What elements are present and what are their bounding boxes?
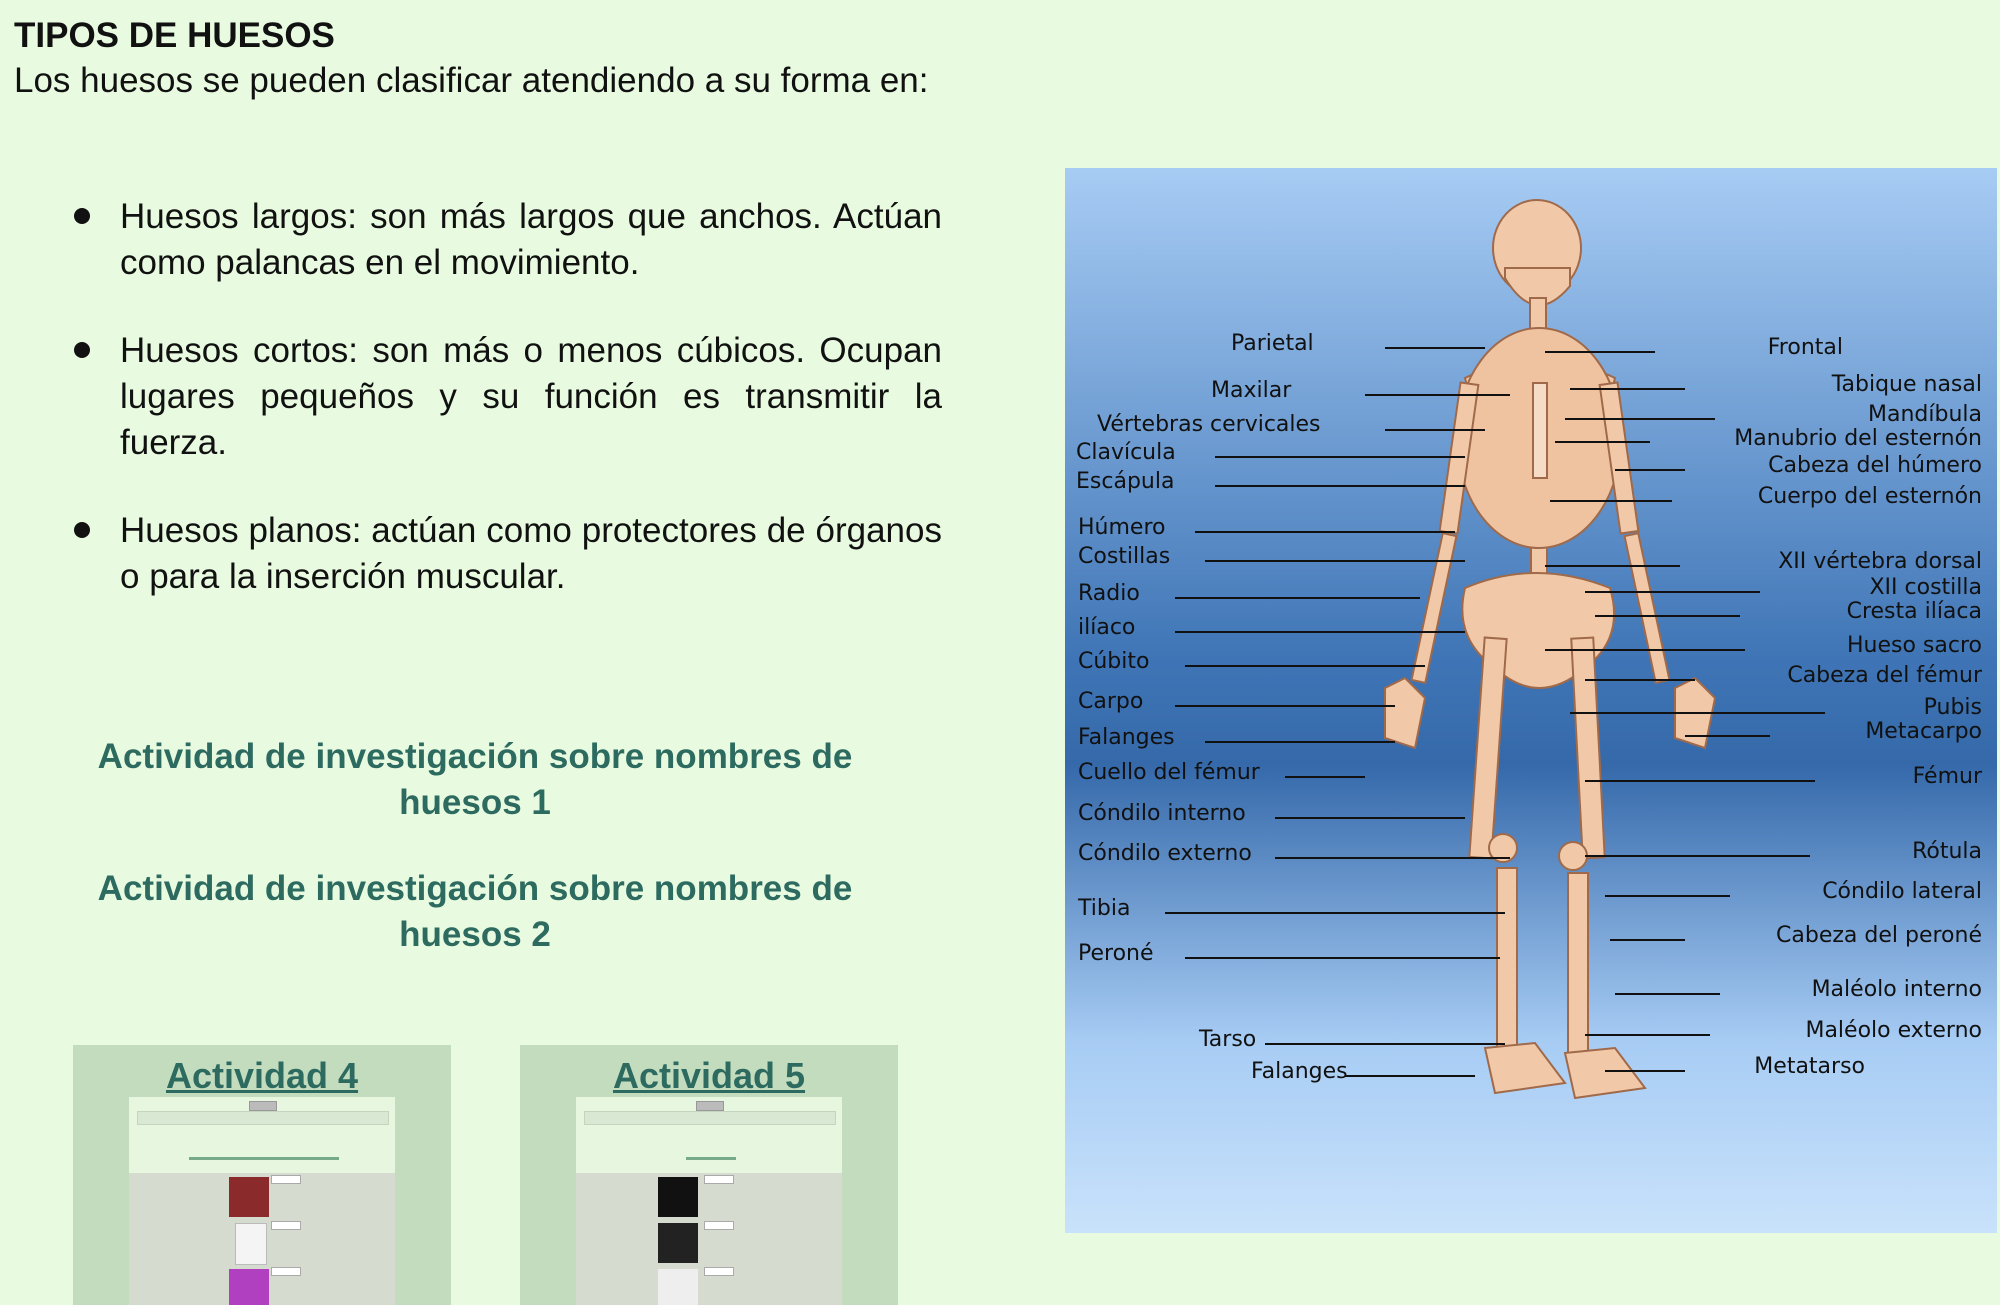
label-xii-vertebra-dorsal: XII vértebra dorsal (1778, 549, 1982, 574)
label-cuerpo-esternon: Cuerpo del esternón (1757, 484, 1982, 509)
label-condilo-lateral: Cóndilo lateral (1822, 879, 1982, 904)
label-femur: Fémur (1912, 764, 1982, 789)
activity-5-link[interactable]: Actividad 5 (612, 1055, 806, 1096)
label-frontal: Frontal (1767, 335, 1843, 360)
text-column (14, 14, 942, 596)
label-clavicula: Clavícula (1076, 440, 1176, 465)
activity-link-2[interactable]: Actividad de investigación sobre nombres de huesos 2 (97, 869, 853, 954)
activity-5-thumbnail[interactable] (576, 1097, 842, 1305)
label-condilo-interno: Cóndilo interno (1078, 801, 1246, 826)
label-pubis: Pubis (1923, 695, 1982, 720)
label-metatarso: Metatarso (1754, 1054, 1865, 1079)
label-humero: Húmero (1078, 515, 1166, 540)
label-cabeza-humero: Cabeza del húmero (1768, 453, 1982, 478)
label-maleolo-externo: Maléolo externo (1805, 1018, 1982, 1043)
label-cabeza-perone: Cabeza del peroné (1776, 923, 1982, 948)
bone-type-text: Huesos cortos: son más o menos cúbicos. Ocupan lugares pequeños y su función es transmitir la fuerza. (120, 331, 942, 462)
list-item (14, 508, 942, 600)
bullet-icon (74, 342, 90, 358)
page-title: TIPOS DE HUESOS (14, 16, 335, 55)
label-maleolo-interno: Maléolo interno (1811, 977, 1982, 1002)
list-item (14, 328, 942, 466)
label-carpo: Carpo (1078, 689, 1144, 714)
intro-text: Los huesos se pueden clasificar atendiendo a su forma en: (14, 61, 929, 100)
label-maxilar: Maxilar (1211, 378, 1292, 403)
label-manubrio-esternon: Manubrio del esternón (1734, 426, 1982, 451)
label-iliaco: ilíaco (1078, 615, 1136, 640)
skeleton-illustration (1065, 168, 1997, 1233)
activity-card-5[interactable] (520, 1045, 898, 1305)
label-metacarpo: Metacarpo (1865, 719, 1982, 744)
label-rotula: Rótula (1912, 839, 1982, 864)
label-tabique-nasal: Tabique nasal (1831, 372, 1982, 397)
label-cuello-femur: Cuello del fémur (1078, 760, 1260, 785)
label-falanges-pie: Falanges (1251, 1059, 1348, 1084)
label-escapula: Escápula (1076, 469, 1175, 494)
label-cubito: Cúbito (1078, 649, 1150, 674)
bullet-icon (74, 208, 90, 224)
bullet-icon (74, 522, 90, 538)
bone-types-list (14, 194, 942, 642)
activity-4-thumbnail[interactable] (129, 1097, 395, 1305)
bone-type-text: Huesos planos: actúan como protectores de órganos o para la inserción muscular. (120, 511, 942, 596)
label-perone: Peroné (1078, 941, 1154, 966)
label-parietal: Parietal (1231, 331, 1314, 356)
label-tibia: Tibia (1078, 896, 1131, 921)
label-radio: Radio (1078, 581, 1140, 606)
label-xii-costilla: XII costilla (1869, 575, 1982, 600)
label-hueso-sacro: Hueso sacro (1847, 633, 1982, 658)
label-falanges-mano: Falanges (1078, 725, 1175, 750)
activity-card-4[interactable] (73, 1045, 451, 1305)
skeleton-figure (1065, 168, 1997, 1233)
activity-link-1[interactable]: Actividad de investigación sobre nombres de huesos 1 (97, 737, 853, 822)
bone-type-text: Huesos largos: son más largos que anchos. Actúan como palancas en el movimiento. (120, 197, 942, 282)
label-cabeza-femur: Cabeza del fémur (1787, 663, 1982, 688)
list-item (14, 194, 942, 286)
label-mandibula: Mandíbula (1868, 402, 1982, 427)
activity-4-link[interactable]: Actividad 4 (165, 1055, 359, 1096)
label-vertebras-cervicales: Vértebras cervicales (1097, 412, 1321, 437)
label-costillas: Costillas (1078, 544, 1171, 569)
label-condilo-externo: Cóndilo externo (1078, 841, 1252, 866)
label-cresta-iliaca: Cresta ilíaca (1846, 599, 1982, 624)
label-tarso: Tarso (1199, 1027, 1257, 1052)
